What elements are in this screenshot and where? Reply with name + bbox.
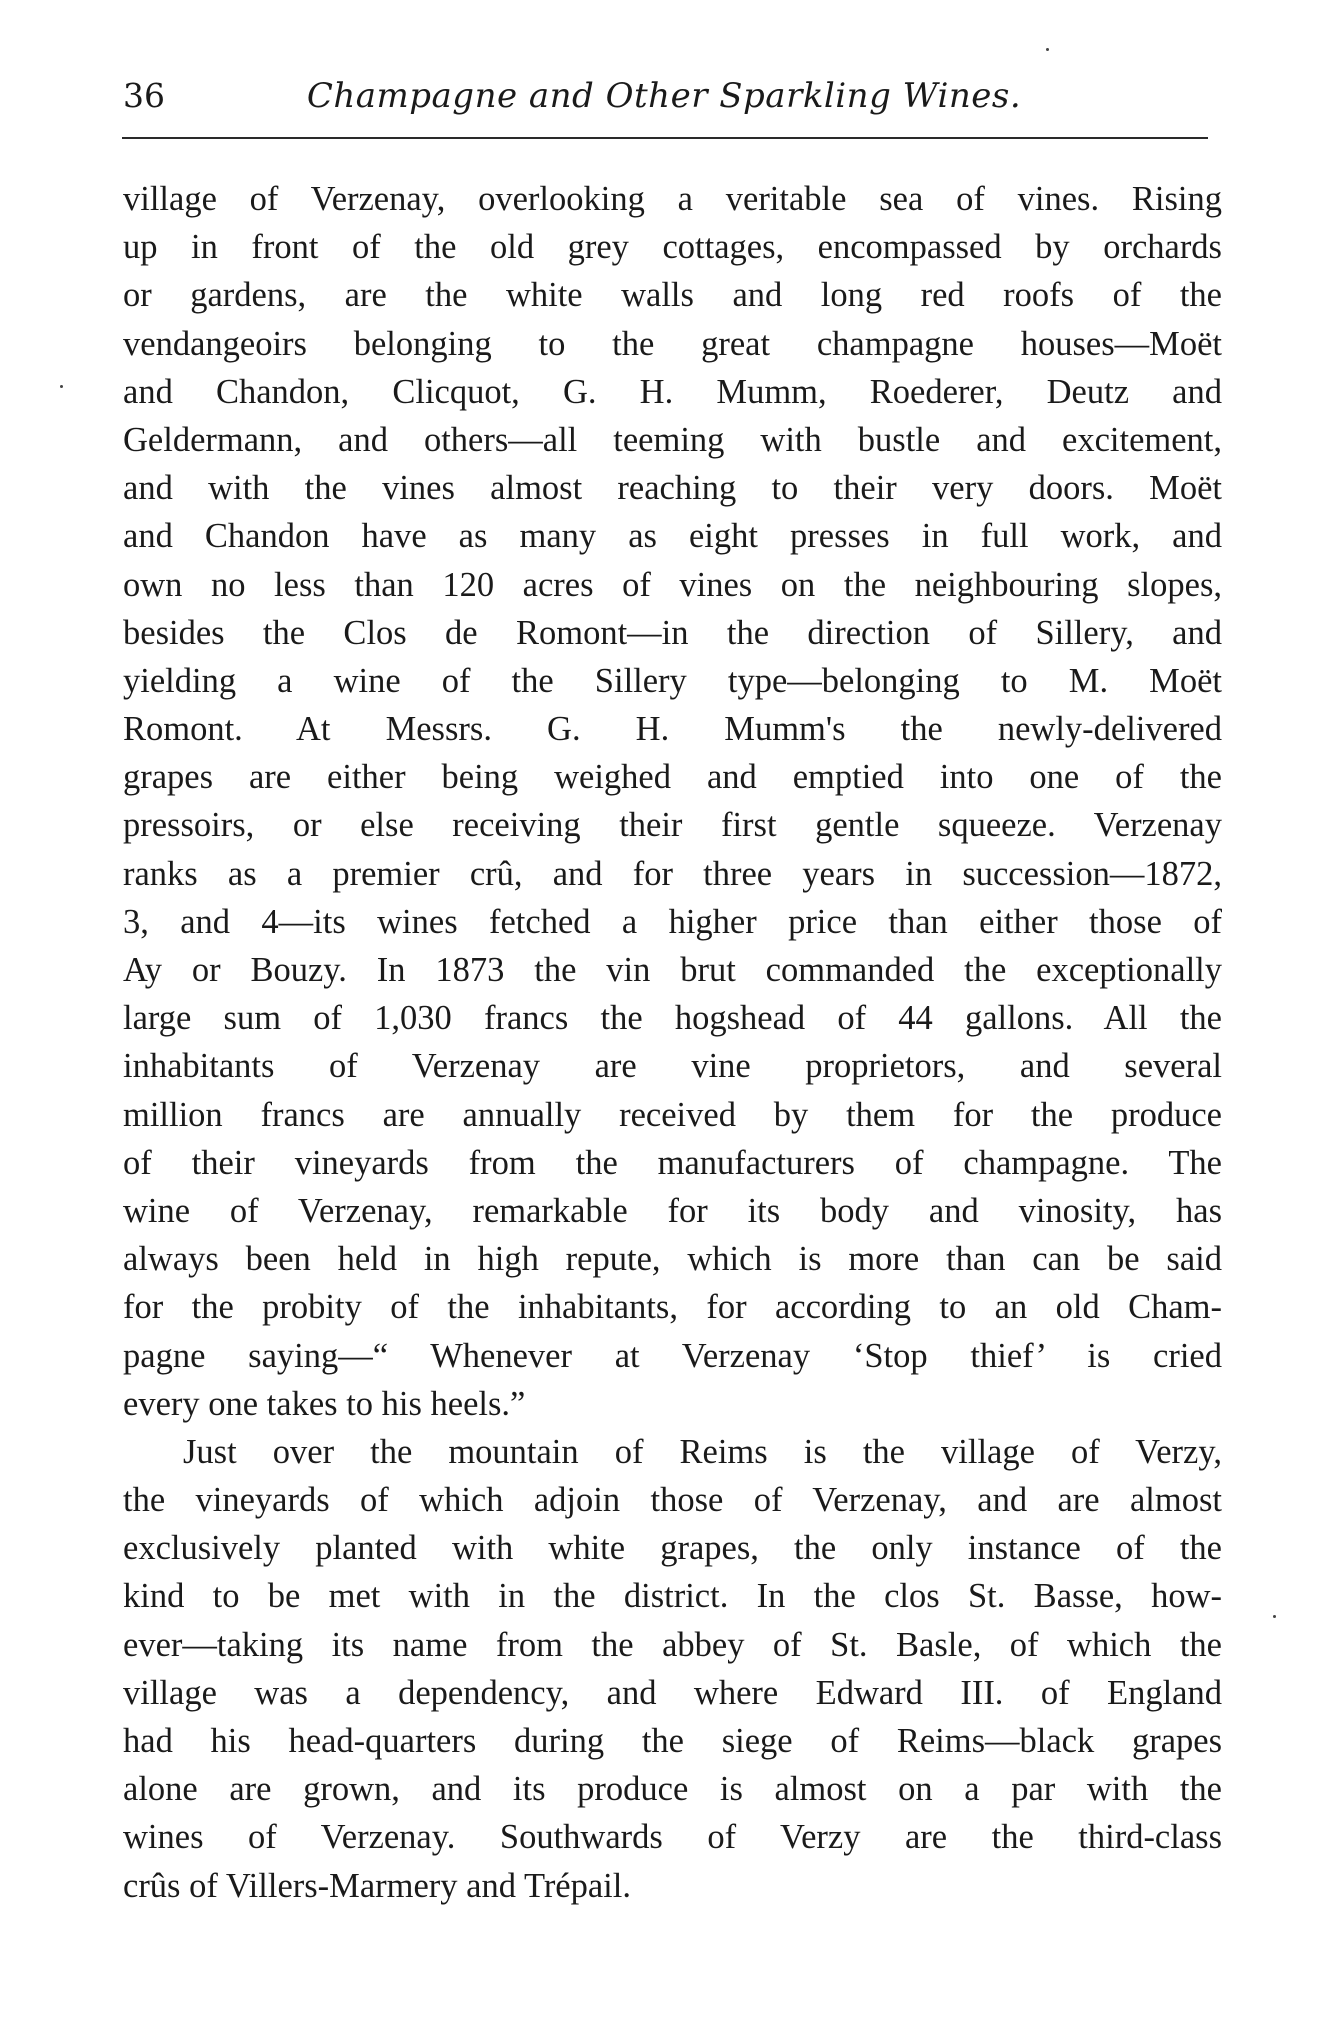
- text-line: inhabitants of Verzenay are vine proprietors, and several: [123, 1047, 1222, 1086]
- text-line: had his head-quarters during the siege of Reims—black grapes: [123, 1722, 1222, 1760]
- text-line: Romont. At Messrs. G. H. Mumm's the newly-delivered: [123, 710, 1222, 749]
- text-line: 3, and 4—its wines fetched a higher price than either those of: [123, 902, 1222, 941]
- ink-speck: [1273, 1615, 1276, 1618]
- text-line: Ay or Bouzy. In 1873 the vin brut commanded the exceptionally: [123, 951, 1222, 989]
- text-line: Geldermann, and others—all teeming with bustle and excitement,: [123, 420, 1222, 459]
- text-line: pagne saying—“ Whenever at Verzenay ‘Stop thief’ is cried: [123, 1336, 1222, 1375]
- text-line: wines of Verzenay. Southwards of Verzy are the third-class: [123, 1818, 1222, 1857]
- running-title: Champagne and Other Sparkling Wines.: [306, 76, 1022, 116]
- paragraph-verzenay: [123, 175, 1222, 1428]
- text-line: up in front of the old grey cottages, encompassed by orchards: [123, 228, 1222, 267]
- text-line: ever—taking its name from the abbey of St. Basle, of which the: [123, 1625, 1222, 1664]
- text-line: and with the vines almost reaching to their very doors. Moët: [123, 469, 1222, 508]
- text-line: large sum of 1,030 francs the hogshead of 44 gallons. All the: [123, 999, 1222, 1038]
- header-rule: [122, 137, 1208, 139]
- body-text: [123, 175, 1222, 1910]
- text-line: or gardens, are the white walls and long red roofs of the: [123, 276, 1222, 315]
- text-line: vendangeoirs belonging to the great champagne houses—Moët: [123, 324, 1222, 363]
- text-line: always been held in high repute, which is more than can be said: [123, 1240, 1222, 1279]
- text-line: of their vineyards from the manufacturers of champagne. The: [123, 1143, 1222, 1182]
- text-line: village of Verzenay, overlooking a veritable sea of vines. Rising: [123, 180, 1222, 218]
- text-line: million francs are annually received by them for the produce: [123, 1095, 1222, 1134]
- text-line: grapes are either being weighed and emptied into one of the: [123, 758, 1222, 797]
- text-line: kind to be met with in the district. In the clos St. Basse, how-: [123, 1577, 1222, 1616]
- text-line: alone are grown, and its produce is almost on a par with the: [123, 1770, 1222, 1809]
- text-line: pressoirs, or else receiving their first gentle squeeze. Verzenay: [123, 806, 1222, 845]
- text-line: ranks as a premier crû, and for three years in succession—1872,: [123, 854, 1222, 893]
- text-line: besides the Clos de Romont—in the direction of Sillery, and: [123, 613, 1222, 652]
- page-header: [123, 70, 1205, 122]
- text-line: the vineyards of which adjoin those of Verzenay, and are almost: [123, 1481, 1222, 1520]
- text-line: village was a dependency, and where Edward III. of England: [123, 1673, 1222, 1712]
- text-line: and Chandon, Clicquot, G. H. Mumm, Roederer, Deutz and: [123, 372, 1222, 411]
- text-line: crûs of Villers-Marmery and Trépail.: [123, 1866, 631, 1905]
- text-line: and Chandon have as many as eight presses in full work, and: [123, 517, 1222, 556]
- text-line: exclusively planted with white grapes, the only instance of the: [123, 1529, 1222, 1568]
- ink-speck: [60, 385, 63, 388]
- page-number: 36: [123, 76, 165, 115]
- text-line: for the probity of the inhabitants, for according to an old Cham-: [123, 1288, 1222, 1327]
- paragraph-verzy: [123, 1428, 1222, 1910]
- text-line: own no less than 120 acres of vines on the neighbouring slopes,: [123, 565, 1222, 604]
- text-line: every one takes to his heels.”: [123, 1384, 526, 1423]
- text-line: wine of Verzenay, remarkable for its body and vinosity, has: [123, 1191, 1222, 1230]
- ink-speck: [1046, 48, 1049, 51]
- text-line: Just over the mountain of Reims is the village of Verzy,: [183, 1432, 1222, 1471]
- text-line: yielding a wine of the Sillery type—belonging to M. Moët: [123, 661, 1222, 700]
